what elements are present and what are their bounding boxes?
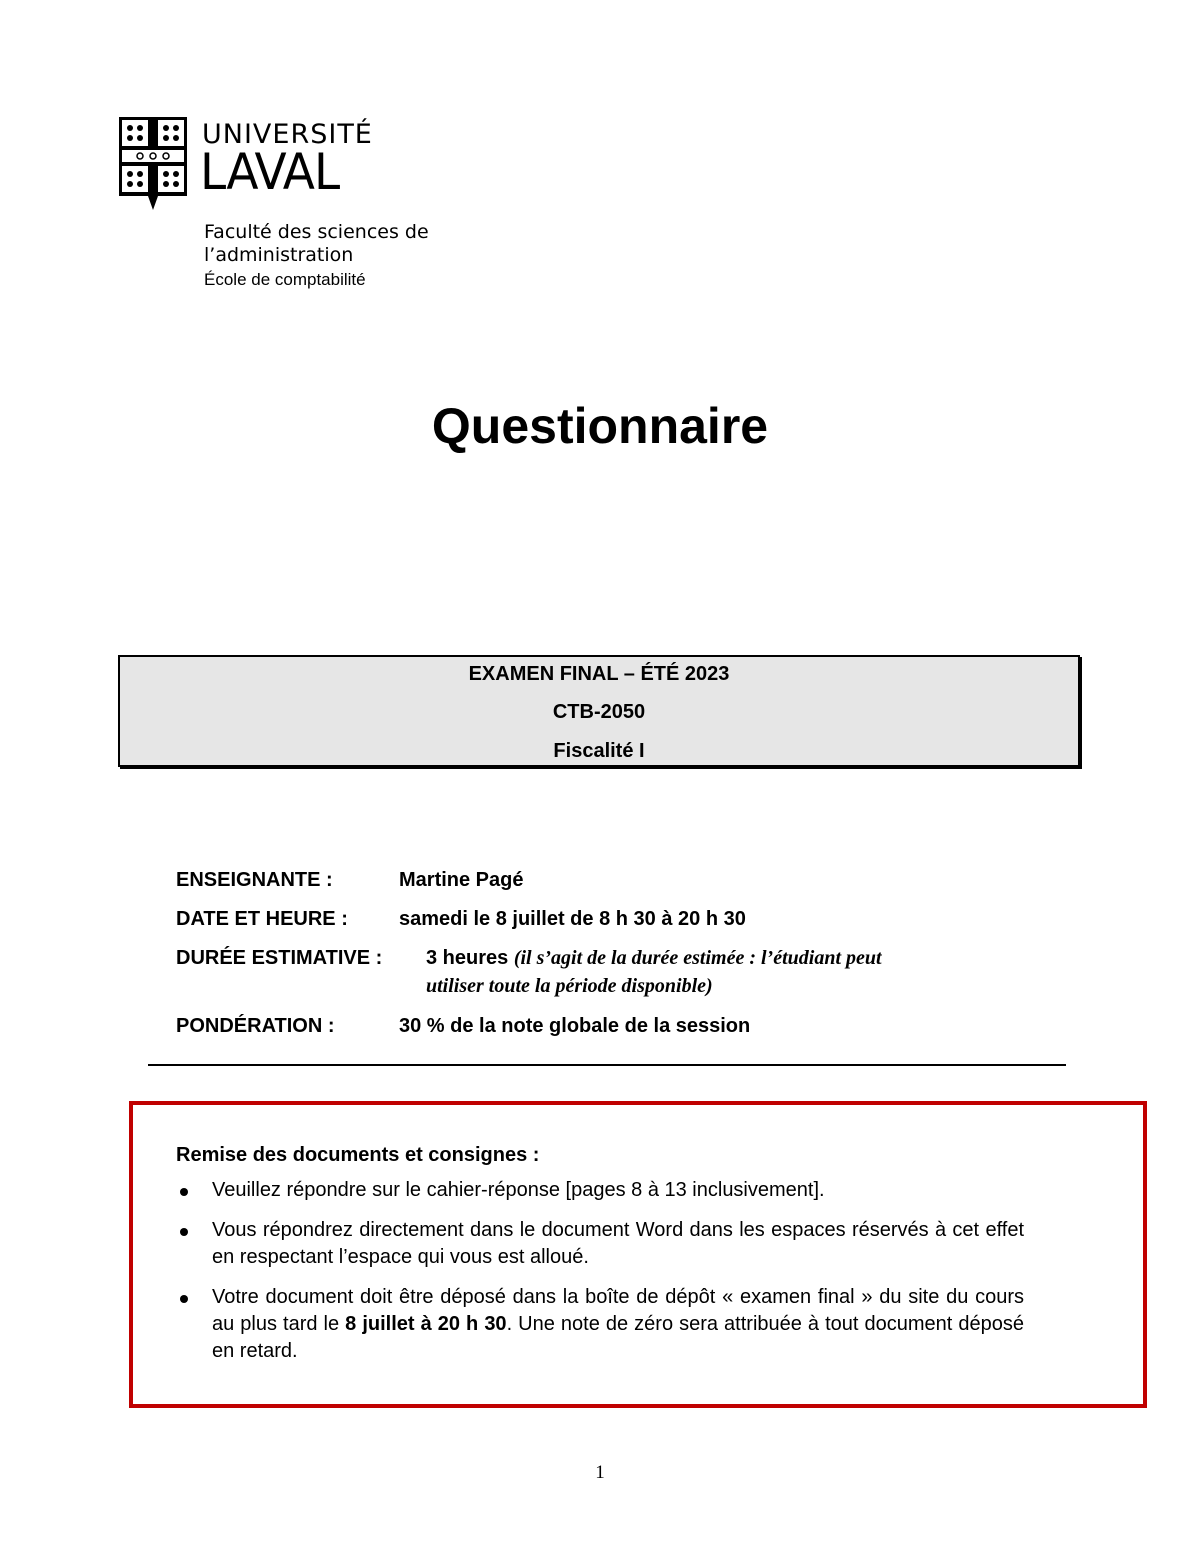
instruction-item	[176, 1217, 1024, 1271]
page-number: 1	[595, 1462, 605, 1483]
deadline-text: 8 juillet à 20 h 30	[345, 1313, 507, 1335]
instruction-text: . Une note de zéro sera attribuée à tout document déposé en retard.	[212, 1313, 1024, 1362]
teacher-label: ENSEIGNANTE :	[176, 869, 333, 891]
exam-title-season: ÉTÉ 2023	[640, 663, 730, 685]
bullet-icon	[180, 1295, 188, 1303]
page-title: Questionnaire	[431, 398, 769, 454]
date-value: samedi le 8 juillet de 8 h 30 à 20 h 30	[399, 908, 746, 930]
logo-wordmark-universite: UNIVERSITÉ	[202, 119, 373, 150]
instructions-box	[129, 1101, 1147, 1408]
logo-wordmark-laval: LAVAL	[200, 143, 340, 201]
duration-note-line1: (il s’agit de la durée estimée : l’étudiant peut	[513, 947, 882, 969]
instruction-text: Votre document doit être déposé dans la boîte de dépôt « examen final » du site du cours au plus tard le	[212, 1286, 1024, 1335]
date-label: DATE ET HEURE :	[176, 908, 348, 930]
duration-hours: 3 heures	[426, 947, 509, 969]
exam-header-box	[118, 655, 1080, 767]
duration-note-line2: utiliser toute la période disponible)	[426, 975, 713, 997]
exam-title-prefix: EXAMEN FINAL –	[468, 663, 641, 685]
university-shield-logo	[118, 116, 188, 212]
duration-label: DURÉE ESTIMATIVE :	[176, 947, 383, 969]
section-divider	[148, 1064, 1066, 1066]
weight-label: PONDÉRATION :	[176, 1015, 335, 1037]
weight-value: 30 % de la note globale de la session	[399, 1015, 751, 1037]
faculty-name: Faculté des sciences de l’administration	[204, 221, 429, 266]
exam-title	[120, 662, 1078, 686]
instruction-item	[176, 1177, 1024, 1204]
bullet-icon	[180, 1228, 188, 1236]
bullet-icon	[180, 1188, 188, 1196]
course-code: CTB-2050	[552, 701, 646, 723]
teacher-value: Martine Pagé	[399, 869, 524, 891]
instruction-item	[176, 1284, 1024, 1365]
school-name: École de comptabilité	[204, 270, 366, 289]
instruction-text: Veuillez répondre sur le cahier-réponse [pages 8 à 13 inclusivement].	[212, 1179, 825, 1201]
duration-value	[426, 946, 882, 970]
course-name: Fiscalité I	[553, 740, 645, 762]
instruction-text: Vous répondrez directement dans le document Word dans les espaces réservés à cet effet en respectant l’espace qui vous est alloué.	[212, 1219, 1024, 1268]
instructions-title: Remise des documents et consignes :	[176, 1144, 540, 1166]
